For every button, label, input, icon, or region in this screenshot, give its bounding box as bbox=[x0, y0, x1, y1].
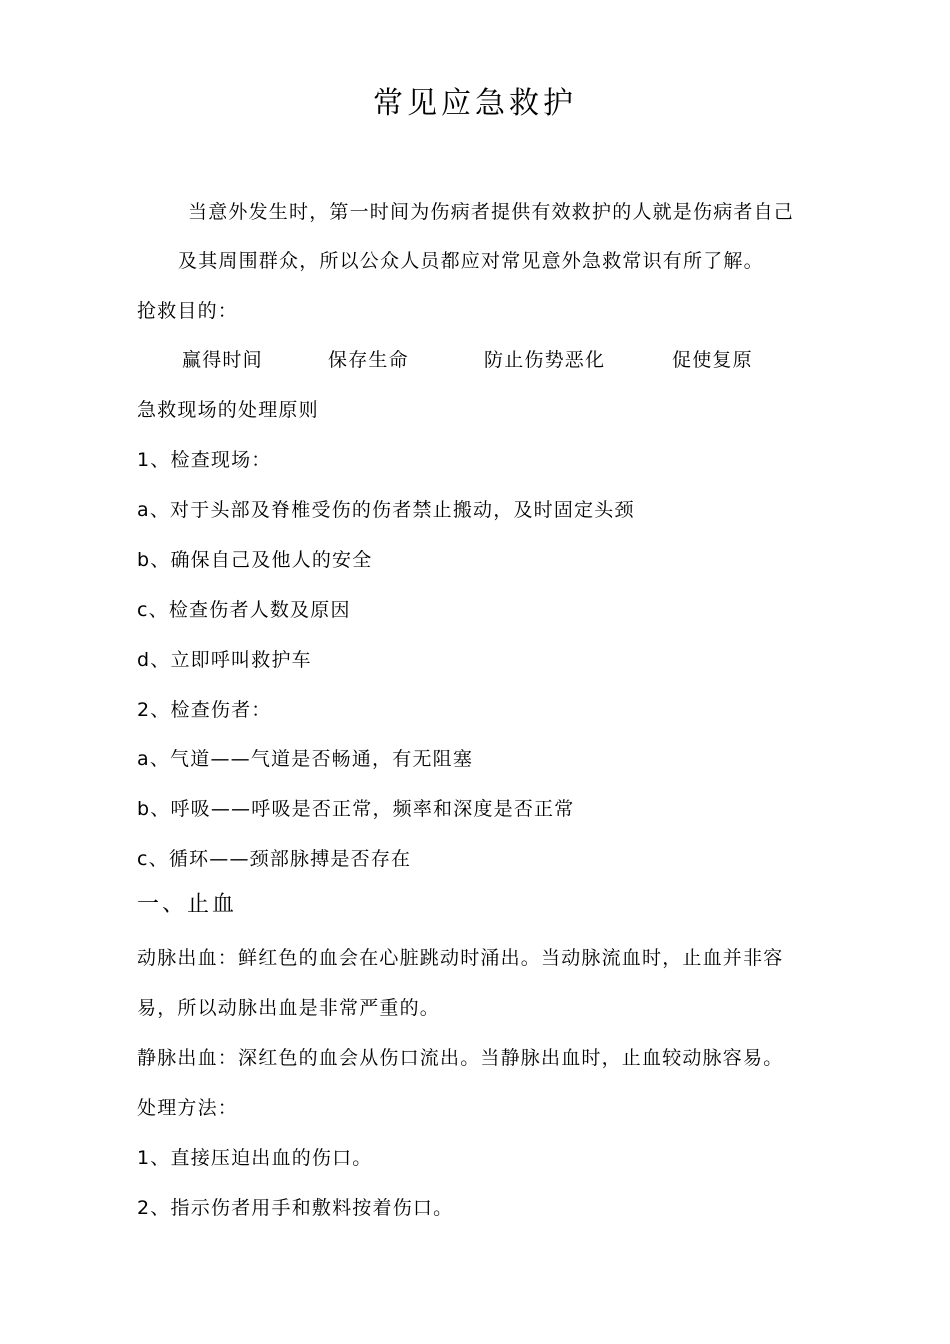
principles-heading: 急救现场的处理原则 bbox=[137, 399, 319, 421]
scene-item-d: d、立即呼叫救护车 bbox=[137, 649, 312, 671]
scene-item-a: a、对于头部及脊椎受伤的伤者禁止搬动，及时固定头颈 bbox=[137, 499, 635, 521]
intro-line-1: 当意外发生时，第一时间为伤病者提供有效救护的人就是伤病者自己 bbox=[188, 201, 795, 223]
page-title: 常见应急救护 bbox=[373, 86, 577, 121]
method-heading: 处理方法： bbox=[137, 1097, 239, 1119]
goal-item: 防止伤势恶化 bbox=[484, 349, 606, 371]
method-step-1: 1、直接压迫出血的伤口。 bbox=[137, 1147, 373, 1169]
goal-item: 保存生命 bbox=[328, 349, 409, 371]
goals-heading: 抢救目的： bbox=[137, 300, 239, 322]
victim-item-a: a、气道——气道是否畅通，有无阻塞 bbox=[137, 748, 474, 770]
victim-item-b: b、呼吸——呼吸是否正常，频率和深度是否正常 bbox=[137, 798, 575, 820]
scene-item-b: b、确保自己及他人的安全 bbox=[137, 549, 373, 571]
intro-line-2: 及其周围群众，所以公众人员都应对常见意外急救常识有所了解。 bbox=[178, 250, 764, 272]
section-heading-bleeding: 一、止血 bbox=[137, 892, 238, 917]
victim-heading: 2、检查伤者： bbox=[137, 699, 272, 721]
venous-line: 静脉出血：深红色的血会从伤口流出。当静脉出血时，止血较动脉容易。 bbox=[137, 1047, 784, 1069]
goal-item: 赢得时间 bbox=[182, 349, 263, 371]
arterial-line-1: 动脉出血：鲜红色的血会在心脏跳动时涌出。当动脉流血时，止血并非容 bbox=[137, 947, 784, 969]
scene-heading: 1、检查现场： bbox=[137, 449, 272, 471]
arterial-line-2: 易，所以动脉出血是非常严重的。 bbox=[137, 997, 441, 1019]
method-step-2: 2、指示伤者用手和敷料按着伤口。 bbox=[137, 1197, 454, 1219]
victim-item-c: c、循环——颈部脉搏是否存在 bbox=[137, 848, 412, 870]
goal-item: 促使复原 bbox=[672, 349, 753, 371]
scene-item-c: c、检查伤者人数及原因 bbox=[137, 599, 351, 621]
